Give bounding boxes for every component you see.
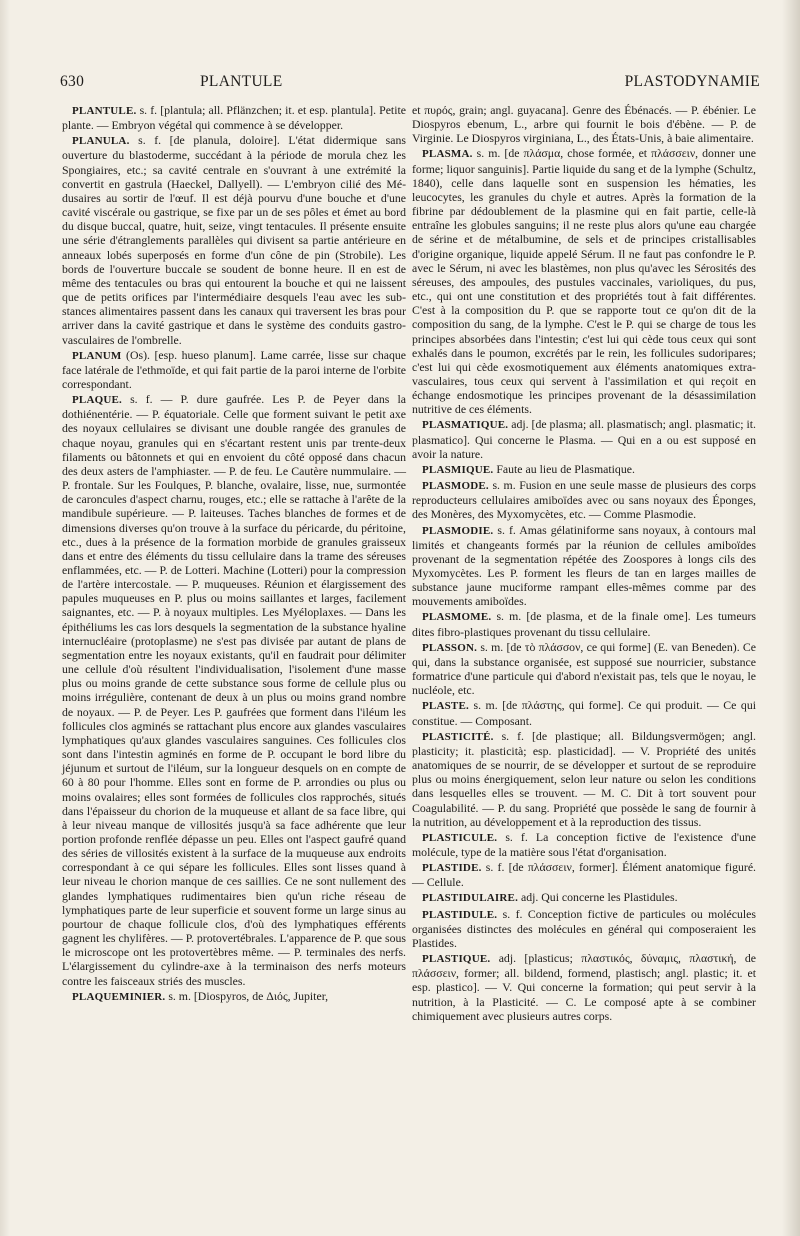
definition: s. m. Fusion en une seule masse de plusieurs des corps reproducteurs cellulaires amiboïdes avec ou sans noyaux des Éponges, des Monères, des Myxomycètes, etc. — Comme Plasmodie. [412, 478, 757, 522]
headword: PLASTIQUE. [422, 953, 491, 966]
header-last-word: PLASTODYNAMIE [624, 73, 760, 90]
definition: s. f. [de planula, doloire]. L'état didermique sans ouverture du blastoderme, succédant à la période de morula chez les Spongiaires, etc.; sa cavité centrale en s'ouvrant à une extrémité la convertit en gastrula (Haeckel, Dallyell). — L'embryon cilié des Médusaires au sortir de l'œuf. Il est déjà pourvu d'une bouche et d'une cavité viscérale ou gastrique, se fixe par un de ses pôles et émet au bord du disque buccal, quatre, huit, seize, vingt tentacules. Il présente ensuite une série d'étranglements parallèles qui divisent sa partie antérieure en anneaux lobés superposés en forme d'un cône de pin (Strobile). Les bords de l'ouverture buccale se soudent de bonne heure. Il en est de même des tentacules ou bras qui entourent la bouche et qui ne laissent que de petits orifices par l'intermédiaire desquels l'eau avec les substances alimentaires passent dans les canaux qui traversent les bras pour arriver dans la cavité gastrique et dans le système des conduits gastro-vasculaires de l'ombrelle. [62, 133, 406, 347]
right-column [412, 103, 756, 1024]
entry [412, 951, 756, 1023]
page-header [60, 73, 760, 93]
definition: s. m. [de πλάσμα, chose formée, et πλάσσειν, donner une forme; liquor sanguinis]. Partie liquide du sang et de la lymphe (Schultz, 1840), celle dans laquelle sont en suspension les hématies, les leucocytes, les granules du chyle et autres. Après la formation de la fibrine par dédoublement de la plasmine qui en fait partie, celle-là entraîne les globules sanguins; il ne reste plus alors qu'une eau chargée de sérine et de métalbumine, de sels et de principes cristallisables d'origine organique, liquide appelé Sérum. Il ne faut pas confondre le P. avec le Sérum, ni avec les blastèmes, non plus qu'avec les Sérosités des séreuses, des ampoules, des pustules vaccinales, varioliques, du pus, etc., qui ont une constitution et des propriétés tout à fait différentes. C'est à la composition du P. que se rapporte tout ce qu'on dit de la composition du sang, de la lymphe. C'est le P. qui se charge de tous les principes absorbées dans l'intestin; c'est lui qui cède tous ceux qui sont exhalés dans le poumon, excrétés par le rein, les follicules sudoripares; c'est lui qui cède exosmotiquement aux éléments anatomiques extra-vasculaires, tous ceux qui servent à l'assimilation et qui reçoit en échange endosmotique les principes provenant de la désassimilation nutritive de ces éléments. [412, 146, 757, 417]
headword: PLANULA. [72, 135, 130, 148]
headword: PLASMA. [422, 148, 473, 161]
headword: PLASTICULE. [422, 831, 498, 844]
entry [412, 417, 756, 460]
headword: PLAQUE. [72, 394, 122, 407]
definition: s. f. — P. dure gaufrée. Les P. de Peyer dans la dothiénentérie. — P. équatoriale. Celle que forment suivant le petit axe des noyaux cellulaires se divisant une double rangée des granules de chaque noyau, granules qui en s'écartant restent unis par trente-deux filaments ou bâtonnets et qui en envoient du côté opposé dans chacun des deux asters de l'amphiaster. — P. de feu. Le Cautère nummulaire. — P. frontale. Sur les Foulques, P. blanche, ovalaire, lisse, nue, surmontée de caroncules d'aspect charnu, rouges, etc.; elle se rattache à l'arête de la mandibule supérieure. — P. laiteuses. Taches blanches de formes et de dimensions diverses qu'on trouve à la surface du péricarde, du péritoine, etc., dues à la présence de la formation morbide de granules graisseux dans et entre des éléments du tissu cellulaire dans la trame des séreuses enflammées, etc. — P. de Lotteri. Machine (Lotteri) pour la compression de l'artère intercostale. — P. muqueuses. Réunion et élargissement des papules muqueuses en P. plus ou moins saillantes et larges, facilement saignantes, etc. — P. à noyaux multiples. Les Myéloplaxes. — Dans les épithéliums les cas lors desquels la segmentation de la substance hyaline internucléaire (protoplasme) ne s'est pas divisée par autant de plans de segmentation entre les noyaux existants, qu'il en faudrait pour délimiter une cellule d'où résultent l'individualisation, l'isolement d'une masse plus ou moins grande de cette substance sous forme de cellule plus ou moins irrégulière, contenant de deux à un plus ou moins grand nombre de noyaux. — P. de Peyer. Les P. gaufrées que forment dans l'iléum les follicules clos agminés se rattachant plus encore aux glandes vasculaires lymphatiques qu'aux glandes vasculaires sanguines. Ces follicules clos sont dans l'intestin agminés en forme de P. occupant le bord libre du jéjunum et surtout de l'iléum, sur la longueur desquels on en compte de 60 à 80 pour l'homme. Elles sont en forme de P. arrondies ou plus ou moins ovalaires; elles sont formées de follicules clos rapprochés, situés dans l'épaisseur du chorion de la muqueuse et allant de sa face libre, qui à leur niveau manque de villosités jusqu'à sa face adhérente que leur portion profonde renflée dépasse un peu. Elles ont l'aspect gaufré quand des séries de villosités existent à la surface de la muqueuse aux endroits correspondant à ce qui sépare les follicules. Elles sont lisses quand à leur niveau le chorion manque de ces saillies. Ce ne sont nullement des glandes lymphatiques rudimentaires bien qu'un riche réseau de lymphatiques parte de leur superficie et souvent forme un large sinus au pourtour de chaque follicule clos, d'où des lymphatiques efférents gagnent les chylifères. — P. protovertébrales. L'apparence de P. que sous le microscope ont les protovertèbres même. — P. terminales des nerfs. L'élargissement du cylindre-axe à la terminaison des nerfs moteurs contre les faisceaux striés des muscles. [62, 392, 406, 988]
entry [412, 462, 756, 477]
definition: Faute au lieu de Plasmatique. [496, 461, 635, 476]
entry [412, 830, 756, 859]
entry [62, 133, 406, 346]
entry [62, 348, 406, 391]
definition: s. m. [Diospyros, de Διός, Jupiter, [168, 988, 329, 1003]
entry [412, 146, 756, 416]
entry [412, 698, 756, 727]
headword: PLAQUEMINIER. [72, 990, 166, 1003]
entry [412, 640, 756, 698]
entry [62, 989, 406, 1004]
definition: adj. [de plasma; all. plasmatisch; angl. plasmatic; it. plasmatico]. Qui concerne le Plasma. — Qui en a ou est supposé en avoir la nature. [412, 417, 756, 461]
definition: s. f. [plantula; all. Pflänzchen; it. et esp. plantula]. Petite plante. — Embryon végétal qui commence à se développer. [62, 103, 406, 133]
definition: s. f. Amas gélatiniforme sans noyaux, à contours mal limités et changeants formés par la réunion de cellules amiboïdes provenant de la segmentation répétée des Zoospores à longs cils des Myxomycètes. Les P. forment les fleurs de tan en larges mailles de substance jaune muciforme rampant elles-mêmes comme par des mouvements amiboïdes. [412, 522, 756, 609]
entry [62, 392, 406, 988]
definition: adj. [plasticus; πλαστικός, δύναμις, πλαστική, de πλάσσειν, former; all. bildend, formend, plastisch; angl. plastic; it. et esp. plastico]. — V. Qui concerne la formation; qui peut servir à la nutrition, à la Plasticité. — C. Le composé apte à se combiner chimiquement avec plusieurs autres corps. [412, 951, 756, 1023]
definition: s. m. [de τὸ πλάσσον, ce qui forme] (E. van Beneden). Ce qui, dans la substance organisée, est supposé sue nourricier, substance formatrice d'une particule qui d'abord n'existait pas, tels que le noyau, le nucléole, etc. [412, 639, 756, 698]
definition: et πυρός, grain; angl. guyacana]. Genre des Ébénacés. — P. ébénier. Le Diospyros ebenum, L., arbre qui fournit le bois d'ébène. — P. de Virginie. Le Diospyros virginiana, L., des États-Unis, à baie alimentaire. [412, 103, 756, 146]
entry [412, 890, 756, 905]
definition: s. f. [de πλάσσειν, former]. Élément anatomique figuré. — Cellule. [412, 860, 757, 890]
entry [412, 523, 756, 609]
definition: s. m. [de πλάστης, qui forme]. Ce qui produit. — Ce qui constitue. — Composant. [412, 698, 757, 728]
headword: PLANTULE. [72, 105, 137, 117]
definition: s. f. Conception fictive de particules ou molécules organisées distinctes des molécules en général qui composeraient les Plastides. [412, 906, 756, 950]
page-edge-shadow [782, 0, 800, 1236]
headword: PLASMOME. [422, 611, 492, 624]
definition: s. f. [de plastique; all. Bildungsvermögen; angl. plasticity; it. plasticità; esp. plasticidad]. — V. Propriété des unités anatomiques de se nourrir, de se développer et surtout de se reproduire plus ou moins énergiquement, selon leur nature ou selon les conditions dans lesquelles elles se trouvent. — M. C. Dit à tort souvent pour Coagulabilité. — P. du sang. Propriété que possède le sang de fournir à la nutrition, au développement et à la reproduction des tissus. [412, 728, 756, 829]
headword: PLASTIDULE. [422, 908, 498, 921]
headword: PLASMIQUE. [422, 463, 494, 476]
page-number: 630 [60, 73, 85, 90]
definition: s. f. La conception fictive de l'existence d'une molécule, type de la matière sous l'état d'organisation. [412, 829, 757, 859]
headword: PLASMODE. [422, 480, 489, 493]
definition: (Os). [esp. hueso planum]. Lame carrée, lisse sur chaque face latérale de l'ethmoïde, et qui fait partie de la paroi interne de l'orbite correspondant. [62, 347, 407, 391]
entry [412, 860, 756, 889]
headword: PLASTIDE. [422, 862, 482, 875]
definition: s. m. [de plasma, et de la finale ome]. Les tumeurs dites fibro-plastiques provenant du tissu cellulaire. [412, 609, 756, 639]
entry [412, 609, 756, 638]
headword: PLASMATIQUE. [422, 419, 509, 432]
headword: PLASTIDULAIRE. [422, 892, 519, 905]
left-column [62, 103, 406, 1005]
headword: PLASMODIE. [422, 524, 494, 537]
entry [412, 478, 756, 521]
headword: PLASSON. [422, 641, 478, 654]
entry [62, 103, 406, 132]
entry [412, 729, 756, 829]
headword: PLANUM [72, 349, 122, 362]
entry-continuation [412, 103, 756, 145]
page-gutter-shadow [0, 0, 10, 1236]
header-first-word: PLANTULE [200, 73, 283, 90]
headword: PLASTE. [422, 700, 469, 713]
headword: PLASTICITÉ. [422, 730, 494, 743]
entry [412, 907, 756, 950]
definition: adj. Qui concerne les Plastidules. [520, 890, 678, 905]
